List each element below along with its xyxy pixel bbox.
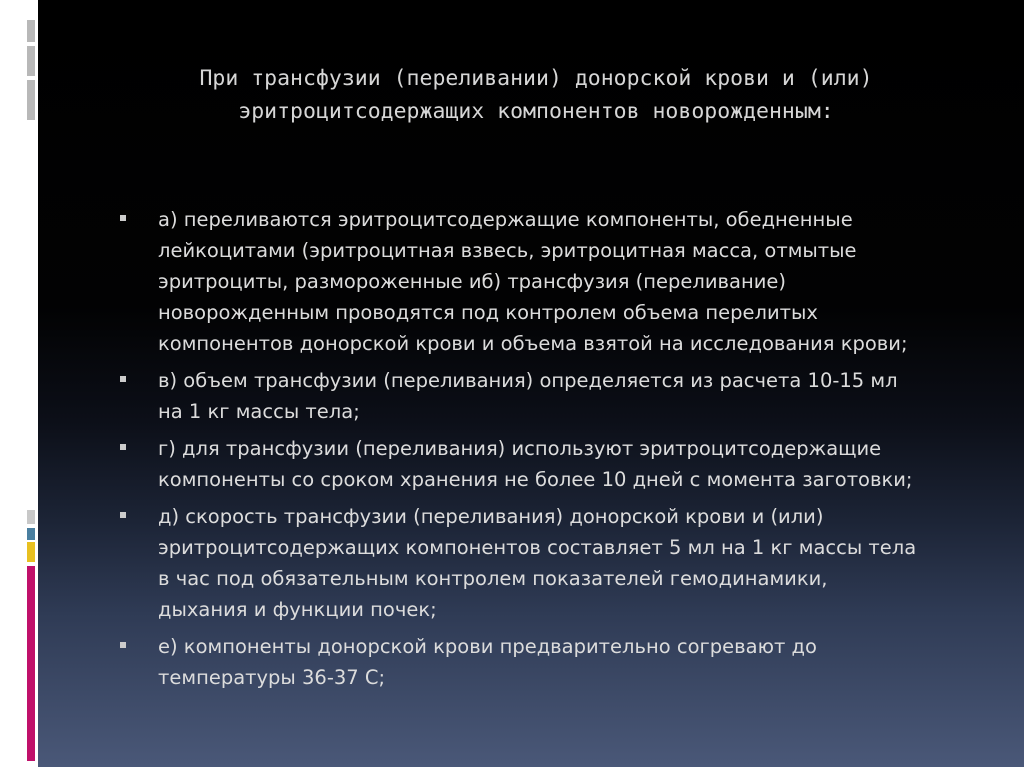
square-bullet-icon — [120, 376, 126, 382]
decor-bar-pink — [27, 566, 35, 761]
square-bullet-icon — [120, 642, 126, 648]
item-line: е) компоненты донорской крови предварительно согревают до — [158, 635, 817, 658]
decor-bar — [27, 20, 35, 42]
item-line: эритроциты, размороженные иб) трансфузия (переливание) — [158, 270, 786, 293]
item-line: г) для трансфузии (переливания) используют эритроцитсодержащие — [158, 437, 882, 460]
list-item — [120, 433, 980, 495]
left-strip — [0, 0, 38, 767]
item-line: в) объем трансфузии (переливания) определяется из расчета 10-15 мл — [158, 369, 898, 392]
item-line: новорожденным проводятся под контролем объема перелитых — [158, 301, 818, 324]
decor-bar — [27, 46, 35, 76]
bullet-list — [120, 204, 980, 699]
item-line: компонентов донорской крови и объема взятой на исследования крови; — [158, 332, 908, 355]
item-line: компоненты со сроком хранения не более 10 дней с момента заготовки; — [158, 468, 913, 491]
decor-bar-blue — [27, 528, 35, 540]
list-item — [120, 204, 980, 359]
title-line: эритроцитсодержащих компонентов новорожденным: — [238, 99, 834, 124]
decor-bar — [27, 80, 35, 120]
square-bullet-icon — [120, 512, 126, 518]
title-line: При трансфузии (переливании) донорской крови и (или) — [199, 66, 873, 91]
decor-bar-yellow — [27, 542, 35, 562]
decor-bar — [27, 510, 35, 524]
list-item — [120, 365, 980, 427]
item-line: лейкоцитами (эритроцитная взвесь, эритроцитная масса, отмытые — [158, 239, 857, 262]
list-item — [120, 631, 980, 693]
item-line: эритроцитсодержащих компонентов составляет 5 мл на 1 кг массы тела — [158, 536, 917, 559]
item-line: на 1 кг массы тела; — [158, 400, 360, 423]
item-line: дыхания и функции почек; — [158, 598, 437, 621]
item-line: в час под обязательным контролем показателей гемодинамики, — [158, 567, 828, 590]
list-item — [120, 501, 980, 625]
item-line: д) скорость трансфузии (переливания) донорской крови и (или) — [158, 505, 824, 528]
square-bullet-icon — [120, 444, 126, 450]
item-line: а) переливаются эритроцитсодержащие компоненты, обедненные — [158, 208, 853, 231]
item-line: температуры 36-37 С; — [158, 666, 386, 689]
slide-title — [100, 62, 972, 128]
square-bullet-icon — [120, 215, 126, 221]
